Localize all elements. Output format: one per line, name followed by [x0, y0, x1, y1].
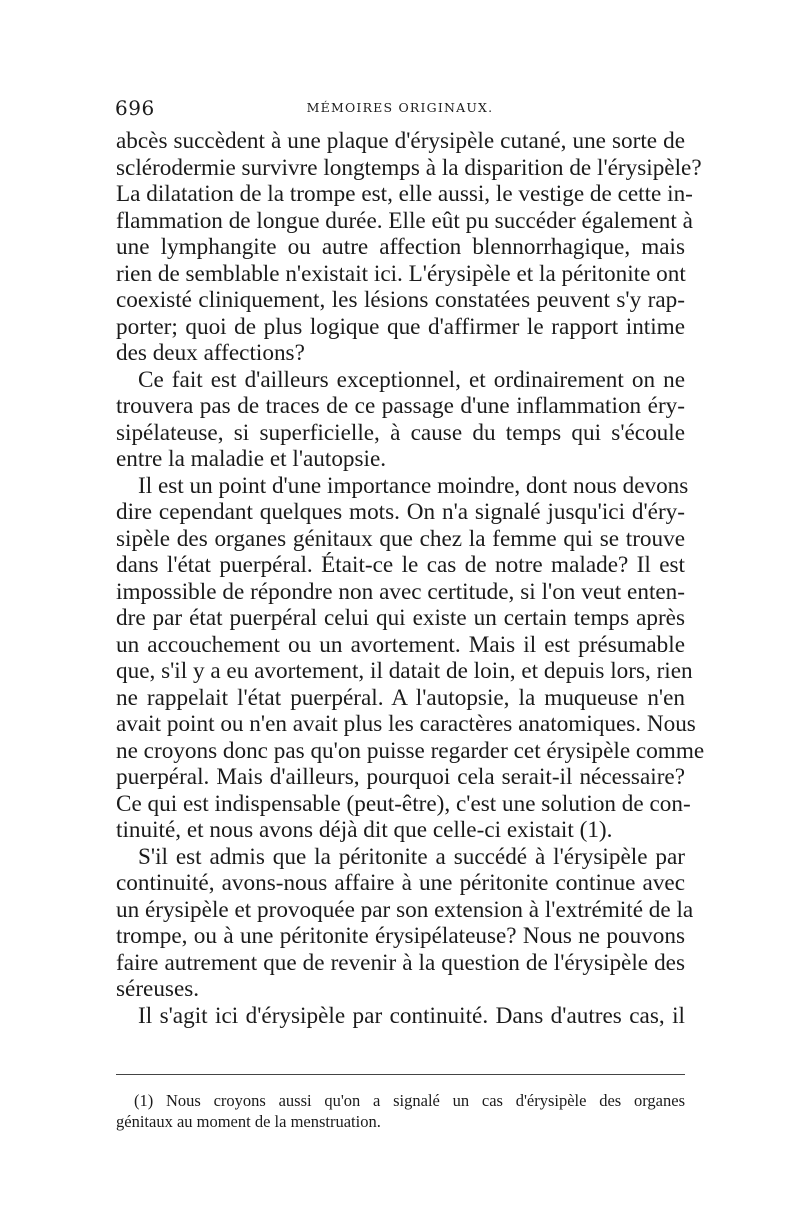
footnote-line: (1) Nous croyons aussi qu'on a signalé un cas d'érysipèle des organes — [134, 1091, 685, 1110]
text-line: un accouchement ou un avortement. Mais il est présumable — [116, 631, 685, 658]
text-line: ne croyons donc pas qu'on puisse regarder cet érysipèle comme — [116, 737, 705, 764]
text-line: séreuses. — [116, 976, 200, 1002]
text-line: sipèle des organes génitaux que chez la femme qui se trouve — [116, 525, 685, 552]
text-line: trompe, ou à une péritonite érysipélateuse? Nous ne pouvons — [116, 923, 685, 949]
text-line: sclérodermie survivre longtemps à la disparition de l'érysipèle? — [116, 154, 702, 181]
text-line: tinuité, et nous avons déjà dit que celle-ci existait (1). — [116, 817, 613, 843]
text-line: Ce fait est d'ailleurs exceptionnel, et ordinairement on ne — [138, 366, 685, 393]
text-line: continuité, avons-nous affaire à une péritonite continue avec — [116, 870, 685, 896]
text-line: trouvera pas de traces de ce passage d'une inflammation éry- — [116, 393, 685, 419]
text-line: des deux affections? — [116, 340, 305, 366]
text-line: faire autrement que de revenir à la question de l'érysipèle des — [116, 949, 685, 976]
text-line: sipélateuse, si superficielle, à cause du temps qui s'écoule — [116, 419, 685, 446]
running-title: MÉMOIRES ORIGINAUX. — [306, 100, 494, 115]
text-line: S'il est admis que la péritonite a succédé à l'érysipèle par — [138, 843, 685, 870]
text-line: ne rappelait l'état puerpéral. A l'autopsie, la muqueuse n'en — [116, 684, 685, 711]
page-number: 696 — [115, 96, 155, 120]
footnote-rule — [116, 1074, 685, 1075]
page-header — [115, 96, 685, 126]
text-line: puerpéral. Mais d'ailleurs, pourquoi cela serait-il nécessaire? — [116, 764, 685, 790]
footnote — [116, 1090, 685, 1132]
text-line: avait point ou n'en avait plus les caractères anatomiques. Nous — [116, 711, 696, 737]
text-line: Il s'agit ici d'érysipèle par continuité. Dans d'autres cas, il — [138, 1002, 685, 1029]
text-line: porter; quoi de plus logique que d'affirmer le rapport intime — [116, 313, 685, 340]
text-line: Ce qui est indispensable (peut-être), c'est une solution de con- — [116, 790, 691, 817]
body-text — [116, 128, 705, 1029]
text-line: dire cependant quelques mots. On n'a signalé jusqu'ici d'éry- — [116, 499, 685, 525]
text-line: Il est un point d'une importance moindre, dont nous devons — [138, 472, 689, 499]
text-line: rien de semblable n'existait ici. L'érysipèle et la péritonite ont — [116, 260, 686, 287]
text-line: flammation de longue durée. Elle eût pu succéder également à — [116, 207, 693, 234]
text-line: dans l'état puerpéral. Était-ce le cas de notre malade? Il est — [116, 552, 685, 578]
text-line: dre par état puerpéral celui qui existe un certain temps après — [116, 605, 685, 631]
text-line: coexisté cliniquement, les lésions constatées peuvent s'y rap- — [116, 287, 685, 313]
text-line: un érysipèle et provoquée par son extension à l'extrémité de la — [116, 896, 694, 923]
text-line: La dilatation de la trompe est, elle aussi, le vestige de cette in- — [116, 181, 693, 207]
text-line: que, s'il y a eu avortement, il datait de loin, et depuis lors, rien — [116, 658, 693, 684]
text-line: entre la maladie et l'autopsie. — [116, 446, 387, 472]
text-line: une lymphangite ou autre affection blennorrhagique, mais — [116, 234, 685, 260]
text-line: abcès succèdent à une plaque d'érysipèle cutané, une sorte de — [116, 128, 685, 154]
text-line: impossible de répondre non avec certitude, si l'on veut enten- — [116, 578, 685, 605]
footnote-line: génitaux au moment de la menstruation. — [116, 1112, 381, 1131]
